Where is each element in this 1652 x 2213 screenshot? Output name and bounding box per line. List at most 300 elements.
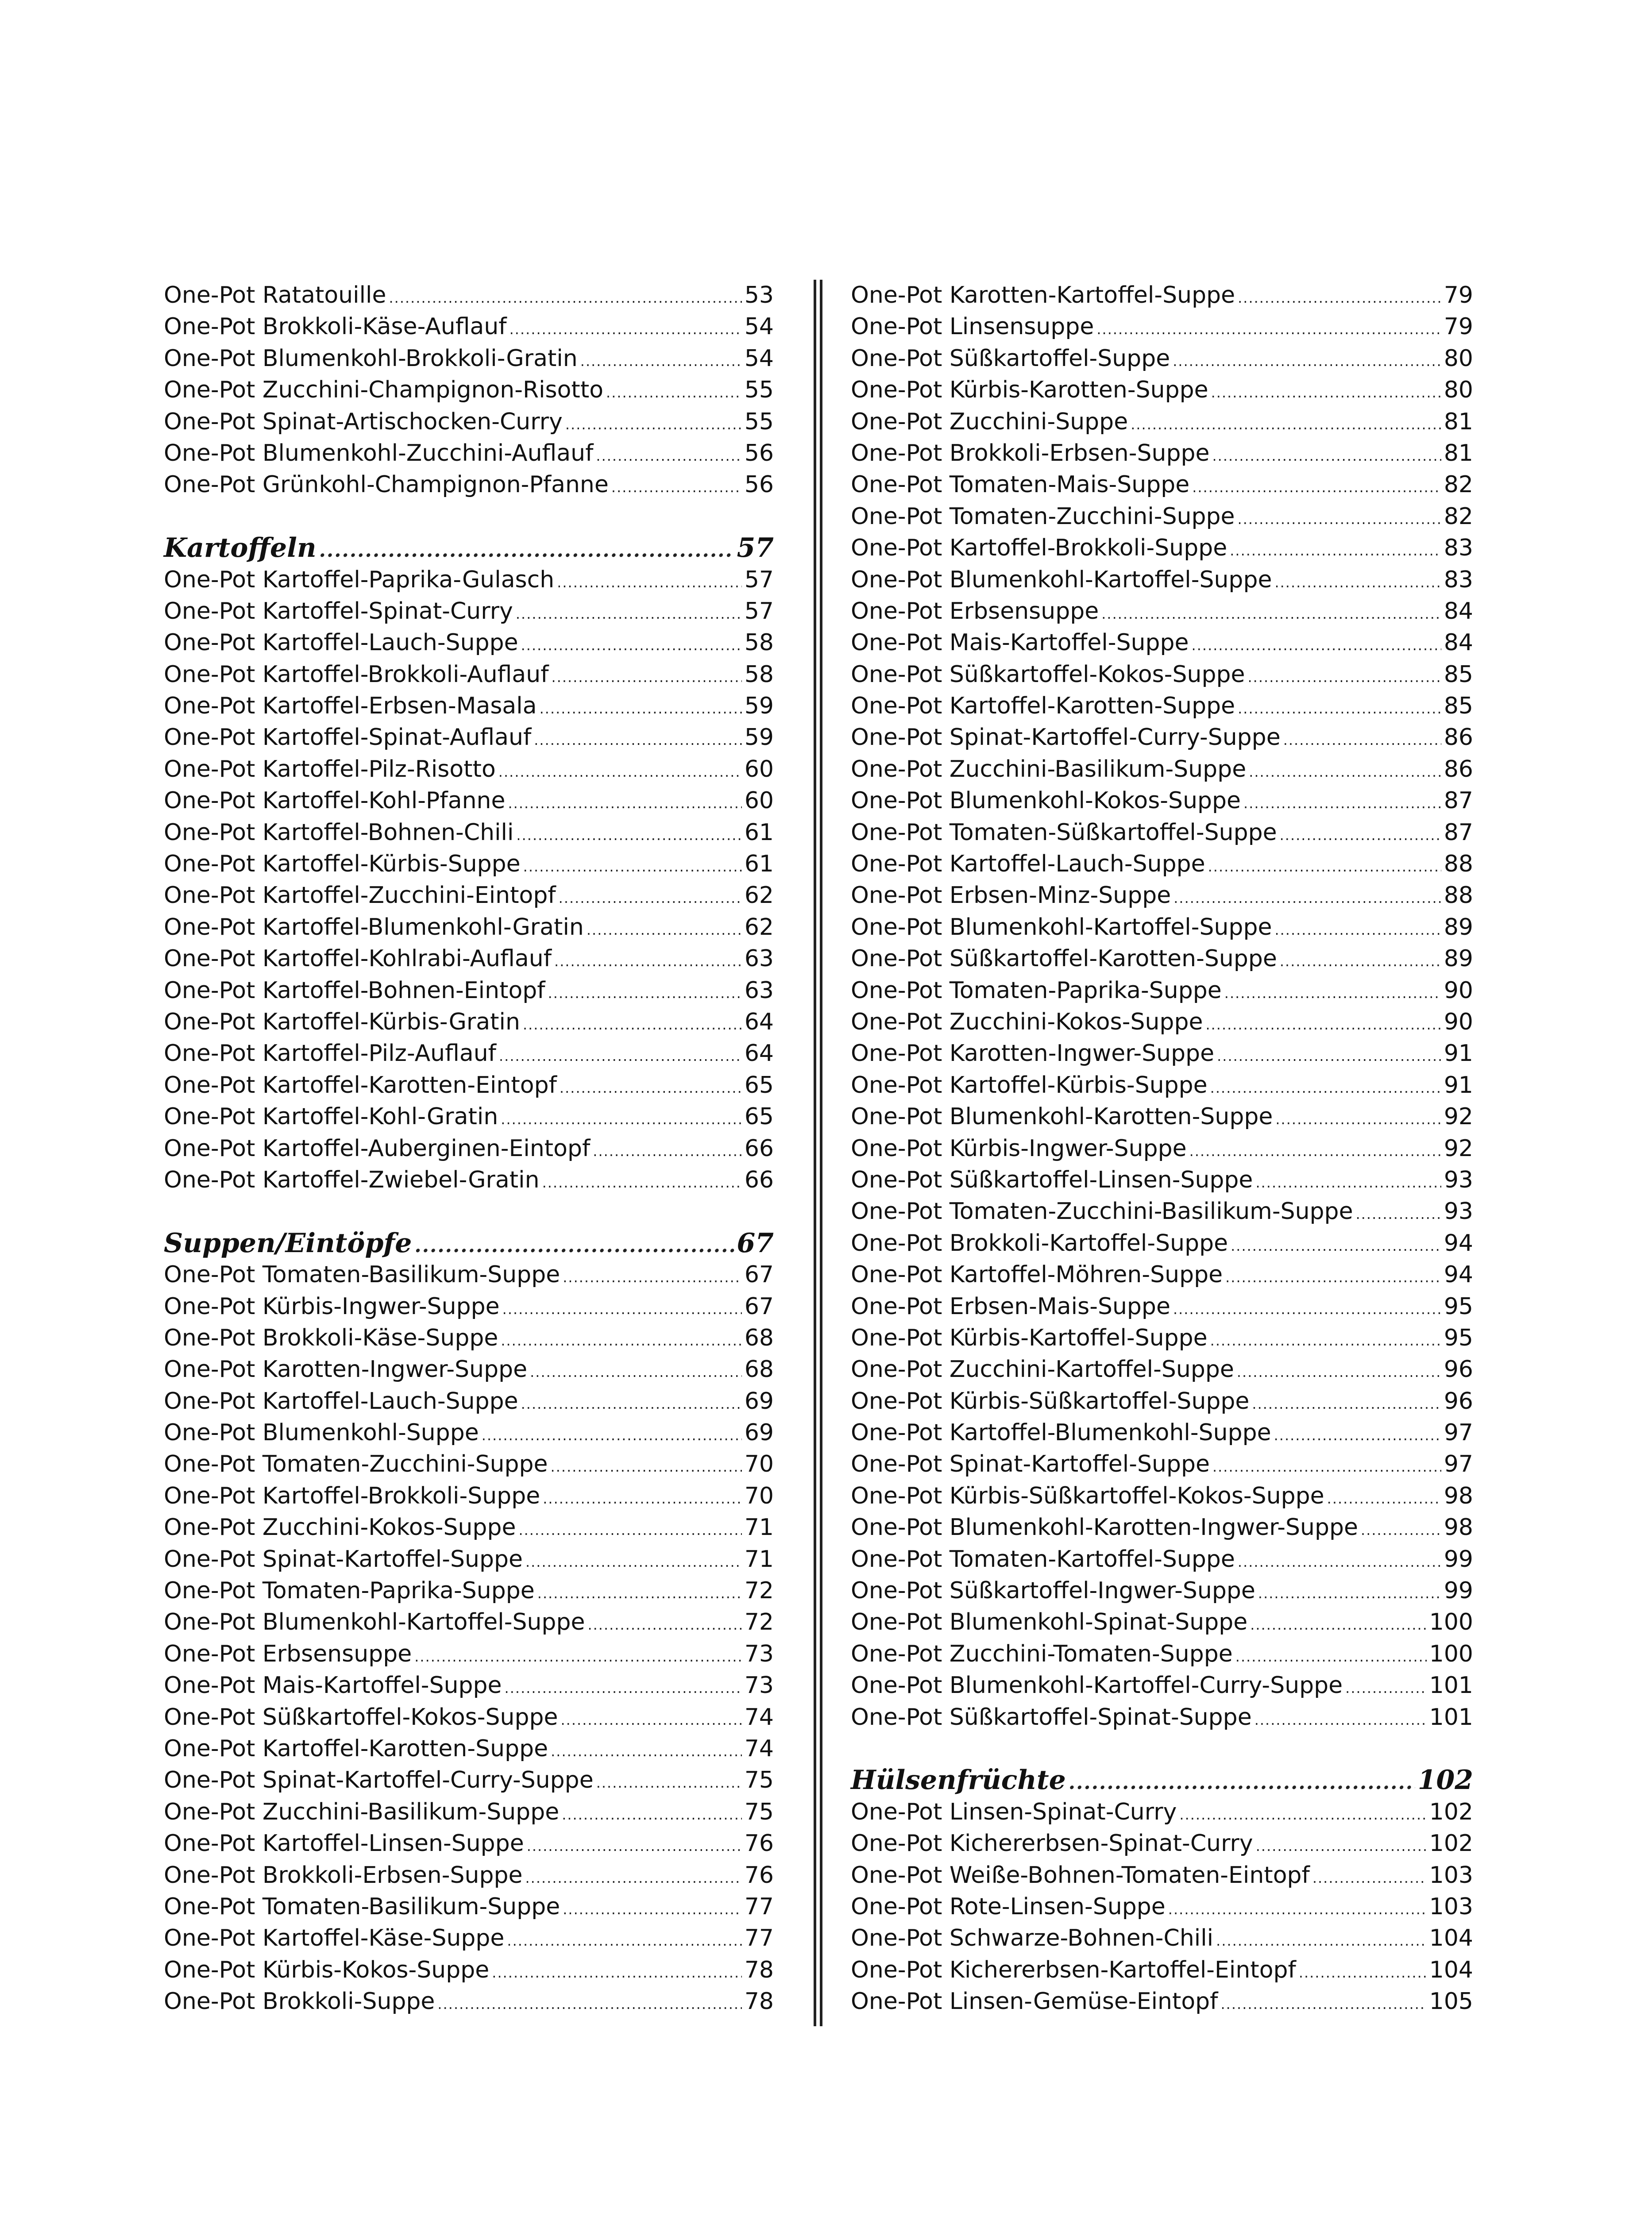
toc-entry[interactable] xyxy=(851,469,1473,501)
toc-entry[interactable] xyxy=(851,1196,1473,1227)
entry-title: One-Pot Linsen-Spinat-Curry xyxy=(851,1798,1177,1825)
entry-title: One-Pot Brokkoli-Kartoffel-Suppe xyxy=(851,1230,1228,1257)
toc-entry[interactable] xyxy=(851,1164,1473,1196)
entry-title: One-Pot Zucchini-Tomaten-Suppe xyxy=(851,1640,1233,1667)
entry-title: One-Pot Kartoffel-Brokkoli-Auflauf xyxy=(164,661,549,688)
toc-entry[interactable] xyxy=(164,311,774,343)
toc-entry[interactable] xyxy=(851,1639,1473,1670)
entry-title: One-Pot Weiße-Bohnen-Tomaten-Eintopf xyxy=(851,1862,1310,1889)
page-number: 70 xyxy=(744,1451,774,1478)
page-number: 61 xyxy=(744,819,774,846)
entry-title: One-Pot Zucchini-Basilikum-Suppe xyxy=(851,756,1247,783)
toc-entry[interactable] xyxy=(851,1417,1473,1449)
page-number: 57 xyxy=(737,532,774,564)
page-number: 54 xyxy=(744,345,774,372)
toc-entry[interactable] xyxy=(851,1354,1473,1385)
toc-entry[interactable] xyxy=(851,912,1473,943)
page-number: 84 xyxy=(1444,598,1473,625)
toc-entry[interactable] xyxy=(851,1923,1473,1954)
page-number: 72 xyxy=(744,1609,774,1636)
entry-title: One-Pot Zucchini-Kokos-Suppe xyxy=(164,1514,516,1541)
page-number: 58 xyxy=(744,661,774,688)
entry-title: One-Pot Blumenkohl-Zucchini-Auflauf xyxy=(164,440,594,467)
dot-leader xyxy=(1192,630,1441,661)
toc-entry[interactable] xyxy=(164,722,774,753)
page-number: 67 xyxy=(737,1227,774,1259)
page-number: 88 xyxy=(1444,882,1473,909)
dot-leader xyxy=(557,567,742,598)
toc-entry[interactable] xyxy=(851,280,1473,311)
toc-entry[interactable] xyxy=(851,1070,1473,1101)
toc-entry[interactable] xyxy=(164,1544,774,1575)
page-number: 73 xyxy=(744,1640,774,1667)
toc-entry[interactable] xyxy=(851,1797,1473,1828)
toc-entry[interactable] xyxy=(164,469,774,501)
page-number: 60 xyxy=(744,787,774,814)
entry-title: One-Pot Schwarze-Bohnen-Chili xyxy=(851,1925,1214,1952)
dot-leader xyxy=(587,914,742,946)
entry-title: One-Pot Linsen-Gemüse-Eintopf xyxy=(851,1988,1218,2015)
toc-entry[interactable] xyxy=(164,1797,774,1828)
entry-title: One-Pot Blumenkohl-Karotten-Suppe xyxy=(851,1103,1273,1130)
dot-leader xyxy=(1101,598,1441,630)
page-number: 102 xyxy=(1417,1765,1473,1796)
toc-entry[interactable] xyxy=(851,1955,1473,1986)
toc-entry[interactable] xyxy=(851,722,1473,753)
toc-entry[interactable] xyxy=(851,880,1473,911)
entry-title: One-Pot Kürbis-Karotten-Suppe xyxy=(851,377,1208,404)
toc-entry[interactable] xyxy=(851,564,1473,596)
dot-leader xyxy=(1212,440,1441,472)
dot-leader xyxy=(1208,851,1441,883)
entry-title: One-Pot Spinat-Kartoffel-Suppe xyxy=(851,1451,1210,1478)
toc-entry[interactable] xyxy=(164,1860,774,1891)
page-number: 80 xyxy=(1444,345,1473,372)
page-number: 59 xyxy=(744,693,774,720)
entry-title: One-Pot Zucchini-Basilikum-Suppe xyxy=(164,1798,560,1825)
dot-leader xyxy=(1252,1388,1441,1420)
toc-entry[interactable] xyxy=(851,1828,1473,1859)
toc-entry[interactable] xyxy=(851,1101,1473,1133)
page-number: 54 xyxy=(744,313,774,340)
page-number: 70 xyxy=(744,1482,774,1509)
dot-leader xyxy=(319,535,734,566)
toc-entry[interactable] xyxy=(851,754,1473,785)
toc-entry[interactable] xyxy=(851,1512,1473,1543)
toc-entry[interactable] xyxy=(164,1322,774,1354)
toc-entry[interactable] xyxy=(164,1291,774,1322)
entry-title: One-Pot Tomaten-Basilikum-Suppe xyxy=(164,1261,560,1288)
toc-entry[interactable] xyxy=(164,1259,774,1291)
page-number: 76 xyxy=(744,1830,774,1857)
toc-entry[interactable] xyxy=(851,343,1473,374)
dot-leader xyxy=(587,1609,741,1641)
toc-entry[interactable] xyxy=(851,1575,1473,1607)
toc-entry[interactable] xyxy=(851,943,1473,975)
toc-entry[interactable] xyxy=(164,690,774,722)
page-number: 104 xyxy=(1429,1956,1473,1983)
toc-entry[interactable] xyxy=(851,785,1473,817)
entry-title: One-Pot Süßkartoffel-Kokos-Suppe xyxy=(851,661,1245,688)
toc-entry[interactable] xyxy=(164,943,774,975)
page-number: 93 xyxy=(1444,1198,1473,1225)
entry-title: One-Pot Zucchini-Champignon-Risotto xyxy=(164,377,604,404)
toc-entry[interactable] xyxy=(164,1765,774,1796)
entry-title: One-Pot Kartoffel-Blumenkohl-Suppe xyxy=(851,1419,1271,1446)
entry-title: One-Pot Kürbis-Ingwer-Suppe xyxy=(851,1135,1187,1162)
entry-title: One-Pot Spinat-Artischocken-Curry xyxy=(164,408,563,435)
entry-title: One-Pot Blumenkohl-Kartoffel-Suppe xyxy=(851,566,1272,593)
toc-entry[interactable] xyxy=(851,1860,1473,1891)
entry-title: One-Pot Kartoffel-Zwiebel-Gratin xyxy=(164,1166,540,1193)
entry-title: One-Pot Karotten-Kartoffel-Suppe xyxy=(851,282,1235,308)
entry-title: One-Pot Mais-Kartoffel-Suppe xyxy=(851,629,1189,656)
dot-leader xyxy=(505,1673,742,1704)
page-number: 104 xyxy=(1429,1925,1473,1952)
page-number: 93 xyxy=(1444,1166,1473,1193)
toc-entry[interactable] xyxy=(164,406,774,438)
toc-entry[interactable] xyxy=(164,1986,774,2017)
toc-entry[interactable] xyxy=(164,596,774,627)
entry-title: One-Pot Karotten-Ingwer-Suppe xyxy=(851,1040,1215,1067)
toc-entry[interactable] xyxy=(164,1164,774,1196)
entry-title: One-Pot Tomaten-Paprika-Suppe xyxy=(164,1577,535,1604)
page-number: 88 xyxy=(1444,851,1473,878)
dot-leader xyxy=(508,788,741,819)
section-title: Hülsenfrüchte xyxy=(851,1765,1066,1796)
page-number: 65 xyxy=(744,1103,774,1130)
toc-entry[interactable] xyxy=(164,1670,774,1701)
toc-entry[interactable] xyxy=(164,1006,774,1038)
entry-title: One-Pot Kartoffel-Lauch-Suppe xyxy=(851,851,1205,878)
dot-leader xyxy=(1225,1262,1441,1293)
toc-entry[interactable] xyxy=(851,501,1473,532)
toc-entry[interactable] xyxy=(851,1291,1473,1322)
dot-leader xyxy=(1237,1357,1441,1388)
toc-entry[interactable] xyxy=(164,1512,774,1543)
toc-entry[interactable] xyxy=(851,1702,1473,1733)
dot-leader xyxy=(537,1578,742,1609)
entry-title: One-Pot Kartoffel-Karotten-Suppe xyxy=(164,1735,548,1762)
page-number: 63 xyxy=(744,977,774,1004)
page-number: 97 xyxy=(1444,1419,1473,1446)
entry-title: One-Pot Kartoffel-Lauch-Suppe xyxy=(164,629,518,656)
dot-leader xyxy=(563,1262,742,1293)
page-number: 99 xyxy=(1444,1577,1473,1604)
entry-title: One-Pot Brokkoli-Käse-Auflauf xyxy=(164,313,507,340)
entry-title: One-Pot Kartoffel-Brokkoli-Suppe xyxy=(164,1482,540,1509)
page-number: 101 xyxy=(1429,1672,1473,1699)
toc-section-heading[interactable] xyxy=(164,532,774,564)
toc-entry[interactable] xyxy=(164,1733,774,1765)
page-number: 61 xyxy=(744,851,774,878)
toc-entry[interactable] xyxy=(851,1607,1473,1638)
dot-leader xyxy=(1255,1167,1441,1199)
page-number: 77 xyxy=(744,1893,774,1920)
toc-entry[interactable] xyxy=(164,1386,774,1417)
entry-title: One-Pot Kürbis-Ingwer-Suppe xyxy=(164,1293,500,1320)
dot-leader xyxy=(1173,1294,1441,1325)
toc-entry[interactable] xyxy=(164,1955,774,1986)
dot-leader xyxy=(1280,820,1441,851)
entry-title: One-Pot Ratatouille xyxy=(164,282,386,308)
dot-leader xyxy=(562,1799,742,1831)
dot-leader xyxy=(1211,377,1441,409)
toc-right-column xyxy=(851,280,1473,2017)
page-number: 98 xyxy=(1444,1514,1473,1541)
page-number: 56 xyxy=(744,440,774,467)
page-number: 81 xyxy=(1444,408,1473,435)
page-number: 75 xyxy=(744,1767,774,1794)
toc-entry[interactable] xyxy=(164,374,774,406)
toc-entry[interactable] xyxy=(851,1228,1473,1259)
page-number: 105 xyxy=(1429,1988,1473,2015)
entry-title: One-Pot Kürbis-Süßkartoffel-Kokos-Suppe xyxy=(851,1482,1324,1509)
toc-entry[interactable] xyxy=(851,817,1473,848)
page-number: 78 xyxy=(744,1988,774,2015)
dot-leader xyxy=(548,978,742,1009)
page-number: 91 xyxy=(1444,1072,1473,1099)
page-number: 73 xyxy=(744,1672,774,1699)
dot-leader xyxy=(1256,1831,1427,1862)
dot-leader xyxy=(509,314,742,345)
page-number: 89 xyxy=(1444,914,1473,941)
page-number: 95 xyxy=(1444,1293,1473,1320)
toc-entry[interactable] xyxy=(851,848,1473,880)
dot-leader xyxy=(1345,1673,1427,1704)
toc-entry[interactable] xyxy=(851,374,1473,406)
entry-title: One-Pot Blumenkohl-Kartoffel-Suppe xyxy=(164,1609,585,1636)
column-divider-line xyxy=(820,280,822,2026)
dot-leader xyxy=(1173,346,1441,377)
dot-leader xyxy=(502,1294,742,1325)
toc-entry[interactable] xyxy=(164,848,774,880)
toc-entry[interactable] xyxy=(851,1038,1473,1069)
page-number: 77 xyxy=(744,1925,774,1952)
dot-leader xyxy=(561,1704,742,1736)
entry-title: One-Pot Kürbis-Kokos-Suppe xyxy=(164,1956,490,1983)
dot-leader xyxy=(543,1483,742,1515)
dot-leader xyxy=(1248,662,1441,693)
toc-entry[interactable] xyxy=(164,1449,774,1480)
page-number: 66 xyxy=(744,1135,774,1162)
dot-leader xyxy=(611,472,742,503)
toc-entry[interactable] xyxy=(164,975,774,1006)
entry-title: One-Pot Brokkoli-Suppe xyxy=(164,1988,435,2015)
toc-entry[interactable] xyxy=(164,564,774,596)
toc-entry[interactable] xyxy=(164,880,774,911)
toc-entry[interactable] xyxy=(164,1639,774,1670)
entry-title: One-Pot Süßkartoffel-Kokos-Suppe xyxy=(164,1704,558,1731)
toc-entry[interactable] xyxy=(164,1354,774,1385)
entry-title: One-Pot Grünkohl-Champignon-Pfanne xyxy=(164,471,609,498)
page-number: 82 xyxy=(1444,503,1473,530)
page-number: 66 xyxy=(744,1166,774,1193)
toc-entry[interactable] xyxy=(164,1702,774,1733)
toc-entry[interactable] xyxy=(164,343,774,374)
section-title: Suppen/Eintöpfe xyxy=(164,1227,412,1259)
section-spacer xyxy=(164,1196,774,1227)
toc-entry[interactable] xyxy=(164,817,774,848)
dot-leader xyxy=(1096,314,1441,345)
toc-entry[interactable] xyxy=(851,1133,1473,1164)
section-title: Kartoffeln xyxy=(164,532,317,564)
entry-title: One-Pot Tomaten-Zucchini-Suppe xyxy=(851,503,1235,530)
toc-entry[interactable] xyxy=(851,1480,1473,1512)
dot-leader xyxy=(516,820,741,851)
page-number: 98 xyxy=(1444,1482,1473,1509)
entry-title: One-Pot Kartoffel-Kohl-Pfanne xyxy=(164,787,506,814)
page-number: 83 xyxy=(1444,566,1473,593)
toc-entry[interactable] xyxy=(851,1006,1473,1038)
dot-leader xyxy=(1275,1104,1441,1135)
entry-title: One-Pot Kartoffel-Paprika-Gulasch xyxy=(164,566,555,593)
page-number: 101 xyxy=(1429,1704,1473,1731)
entry-title: One-Pot Karotten-Ingwer-Suppe xyxy=(164,1356,528,1383)
page-number: 75 xyxy=(744,1798,774,1825)
toc-entry[interactable] xyxy=(164,1480,774,1512)
dot-leader xyxy=(1192,472,1441,503)
dot-leader xyxy=(534,725,742,756)
page-number: 60 xyxy=(744,756,774,783)
page-number: 84 xyxy=(1444,629,1473,656)
page-number: 96 xyxy=(1444,1356,1473,1383)
entry-title: One-Pot Kartoffel-Erbsen-Masala xyxy=(164,693,537,720)
toc-entry[interactable] xyxy=(164,280,774,311)
entry-title: One-Pot Kartoffel-Spinat-Auflauf xyxy=(164,724,532,751)
toc-entry[interactable] xyxy=(851,975,1473,1006)
page-number: 85 xyxy=(1444,693,1473,720)
page-number: 76 xyxy=(744,1862,774,1889)
toc-entry[interactable] xyxy=(851,532,1473,564)
toc-entry[interactable] xyxy=(164,659,774,690)
toc-entry[interactable] xyxy=(851,1449,1473,1480)
dot-leader xyxy=(1231,1230,1441,1262)
toc-entry[interactable] xyxy=(851,627,1473,659)
toc-entry[interactable] xyxy=(851,1544,1473,1575)
toc-entry[interactable] xyxy=(851,1891,1473,1923)
entry-title: One-Pot Kartoffel-Auberginen-Eintopf xyxy=(164,1135,591,1162)
toc-entry[interactable] xyxy=(851,659,1473,690)
toc-entry[interactable] xyxy=(164,1070,774,1101)
page-number: 79 xyxy=(1444,313,1473,340)
entry-title: One-Pot Kartoffel-Kürbis-Suppe xyxy=(851,1072,1208,1099)
page-number: 92 xyxy=(1444,1103,1473,1130)
toc-entry[interactable] xyxy=(164,1101,774,1133)
dot-leader xyxy=(1230,535,1441,567)
entry-title: One-Pot Blumenkohl-Spinat-Suppe xyxy=(851,1609,1248,1636)
page-number: 68 xyxy=(744,1356,774,1383)
toc-entry[interactable] xyxy=(164,1828,774,1859)
toc-entry[interactable] xyxy=(851,1670,1473,1701)
page-number: 62 xyxy=(744,914,774,941)
toc-entry[interactable] xyxy=(164,1607,774,1638)
page-number: 65 xyxy=(744,1072,774,1099)
toc-entry[interactable] xyxy=(851,1259,1473,1291)
dot-leader xyxy=(1235,1641,1427,1673)
dot-leader xyxy=(1131,409,1441,440)
toc-entry[interactable] xyxy=(164,754,774,785)
toc-entry[interactable] xyxy=(851,596,1473,627)
entry-title: One-Pot Tomaten-Süßkartoffel-Suppe xyxy=(851,819,1277,846)
entry-title: One-Pot Süßkartoffel-Ingwer-Suppe xyxy=(851,1577,1255,1604)
toc-entry[interactable] xyxy=(164,1417,774,1449)
toc-entry[interactable] xyxy=(851,311,1473,343)
page-number: 95 xyxy=(1444,1324,1473,1351)
toc-entry[interactable] xyxy=(164,912,774,943)
dot-leader xyxy=(580,346,742,377)
entry-title: One-Pot Blumenkohl-Suppe xyxy=(164,1419,479,1446)
dot-leader xyxy=(1216,1925,1427,1957)
toc-entry[interactable] xyxy=(851,1386,1473,1417)
dot-leader xyxy=(596,440,741,472)
section-spacer xyxy=(851,1733,1473,1765)
page-number: 90 xyxy=(1444,1008,1473,1035)
entry-title: One-Pot Spinat-Kartoffel-Curry-Suppe xyxy=(851,724,1281,751)
dot-leader xyxy=(606,377,742,409)
toc-entry[interactable] xyxy=(164,627,774,659)
toc-entry[interactable] xyxy=(164,1133,774,1164)
toc-entry[interactable] xyxy=(851,1986,1473,2017)
entry-title: One-Pot Kartoffel-Käse-Suppe xyxy=(164,1925,505,1952)
entry-title: One-Pot Mais-Kartoffel-Suppe xyxy=(164,1672,502,1699)
entry-title: One-Pot Süßkartoffel-Suppe xyxy=(851,345,1170,372)
page-number: 92 xyxy=(1444,1135,1473,1162)
dot-leader xyxy=(507,1925,741,1957)
dot-leader xyxy=(1258,1578,1441,1609)
entry-title: One-Pot Kürbis-Kartoffel-Suppe xyxy=(851,1324,1208,1351)
toc-entry[interactable] xyxy=(164,1038,774,1069)
dot-leader xyxy=(521,1388,742,1420)
page-number: 58 xyxy=(744,629,774,656)
toc-entry[interactable] xyxy=(851,406,1473,438)
toc-entry[interactable] xyxy=(164,1923,774,1954)
toc-entry[interactable] xyxy=(851,1322,1473,1354)
toc-entry[interactable] xyxy=(164,438,774,469)
toc-entry[interactable] xyxy=(851,690,1473,722)
dot-leader xyxy=(1212,1451,1441,1483)
dot-leader xyxy=(414,1641,742,1673)
dot-leader xyxy=(1168,1894,1427,1925)
entry-title: One-Pot Süßkartoffel-Linsen-Suppe xyxy=(851,1166,1253,1193)
entry-title: One-Pot Tomaten-Zucchini-Suppe xyxy=(164,1451,548,1478)
page-number: 80 xyxy=(1444,377,1473,404)
dot-leader xyxy=(523,851,742,883)
page-number: 71 xyxy=(744,1546,774,1573)
dot-leader xyxy=(525,1862,741,1894)
page-number: 74 xyxy=(744,1735,774,1762)
dot-leader xyxy=(1274,567,1441,598)
dot-leader xyxy=(1189,1136,1441,1167)
page-number: 102 xyxy=(1429,1830,1473,1857)
page-number: 81 xyxy=(1444,440,1473,467)
entry-title: One-Pot Tomaten-Zucchini-Basilikum-Suppe xyxy=(851,1198,1353,1225)
entry-title: One-Pot Linsensuppe xyxy=(851,313,1094,340)
entry-title: One-Pot Kichererbsen-Spinat-Curry xyxy=(851,1830,1253,1857)
toc-section-heading[interactable] xyxy=(164,1228,774,1259)
dot-leader xyxy=(530,1357,742,1388)
toc-entry[interactable] xyxy=(164,785,774,817)
toc-section-heading[interactable] xyxy=(851,1765,1473,1796)
entry-title: One-Pot Kartoffel-Kohlrabi-Auflauf xyxy=(164,945,552,972)
toc-entry[interactable] xyxy=(851,438,1473,469)
toc-entry[interactable] xyxy=(164,1575,774,1607)
section-spacer xyxy=(164,501,774,532)
page-number: 79 xyxy=(1444,282,1473,308)
toc-entry[interactable] xyxy=(164,1891,774,1923)
page-number: 68 xyxy=(744,1324,774,1351)
page-number: 103 xyxy=(1429,1862,1473,1889)
